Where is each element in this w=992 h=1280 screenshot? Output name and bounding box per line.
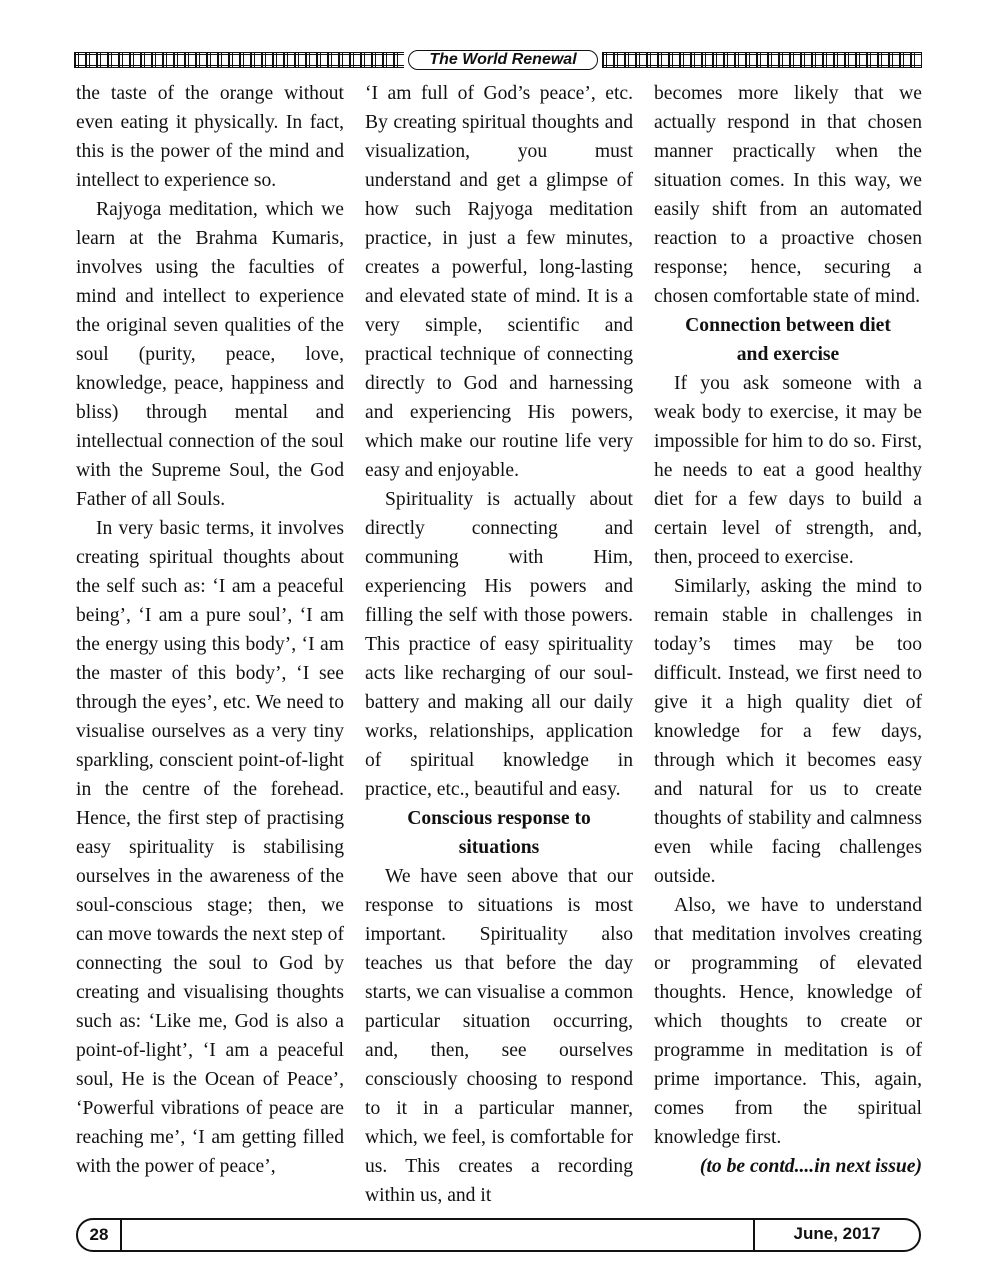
decorative-border-right: [602, 52, 922, 68]
issue-date: June, 2017: [753, 1220, 919, 1250]
decorative-border-left: [74, 52, 404, 68]
paragraph: If you ask someone with a weak body to exercise, it may be impossible for him to do so. First, he needs to eat a good healthy diet for a few days to build a certain level of strength, and, then, proceed to exercise.: [654, 373, 922, 568]
paragraph: Also, we have to understand that meditation involves creating or programming of elevated thoughts. Hence, knowledge of which thoughts to create or programme in meditation is of prime importance. This, again, comes from the spiritual knowledge first.: [654, 895, 922, 1148]
paragraph: becomes more likely that we actually respond in that chosen manner practically when the situation comes. In this way, we easily shift from an automated reaction to a proactive chosen response; hence, securing a chosen comfortable state of mind.: [654, 83, 922, 307]
section-heading-line-2: situations: [458, 837, 540, 858]
paragraph: We have seen above that our response to situations is most important. Spirituality also teaches us that before the day starts, we can visualise a common particular situation occurring, and, then, see ourselves consciously choosing to respond to it in a particular manner, which, we feel, is comfortable for us. This creates a recording within us, and it: [365, 866, 633, 1206]
page-number: 28: [78, 1220, 122, 1250]
page-footer: [76, 1218, 921, 1252]
section-heading: [365, 804, 633, 862]
continued-note: (to be contd....in next issue): [699, 1156, 922, 1177]
paragraph: the taste of the orange without even eating it physically. In fact, this is the power of the mind and intellect to experience so.: [76, 83, 344, 191]
section-heading-line-2: and exercise: [736, 344, 840, 365]
section-heading-line-1: Connection between diet: [685, 315, 891, 336]
paragraph: Similarly, asking the mind to remain stable in challenges in today’s times may be too difficult. Instead, we first need to give it a high quality diet of knowledge for a few days, through which it becomes easy and natural for us to create thoughts of stability and calmness even while facing challenges outside.: [654, 576, 922, 887]
column-3: [654, 79, 922, 1181]
magazine-title: The World Renewal: [408, 50, 598, 70]
section-heading: [654, 311, 922, 369]
paragraph: Spirituality is actually about directly connecting and communing with Him, experiencing His powers and filling the self with those powers. This practice of easy spirituality acts like recharging of our soul-battery and making all our daily works, relationships, application of spiritual knowledge in practice, etc., beautiful and easy.: [365, 489, 633, 800]
paragraph: In very basic terms, it involves creating spiritual thoughts about the self such as: ‘I am a peaceful being’, ‘I am a pure soul’, ‘I am the energy using this body’, ‘I am the master of this body’, ‘I see through the eyes’, etc. We need to visualise ourselves as a very tiny sparkling, conscient point-of-light in the centre of the forehead. Hence, the first step of practising easy spirituality is stabilising ourselves in the awareness of the soul-conscious stage; then, we can move towards the next step of connecting the soul to God by creating and visualising thoughts such as: ‘Like me, God is also a point-of-light’, ‘I am a peaceful soul, He is the Ocean of Peace’, ‘Powerful vibrations of peace are reaching me’, ‘I am getting filled with the power of peace’,: [76, 518, 344, 1177]
column-2: [365, 79, 633, 1210]
section-heading-line-1: Conscious response to: [407, 808, 591, 829]
page-header: [74, 48, 922, 74]
column-1: [76, 79, 344, 1181]
paragraph: Rajyoga meditation, which we learn at the Brahma Kumaris, involves using the faculties of mind and intellect to experience the original seven qualities of the soul (purity, peace, love, knowledge, peace, happiness and bliss) through mental and intellectual connection of the soul with the Supreme Soul, the God Father of all Souls.: [76, 199, 344, 510]
paragraph: ‘I am full of God’s peace’, etc. By creating spiritual thoughts and visualization, you must understand and get a glimpse of how such Rajyoga meditation practice, in just a few minutes, creates a powerful, long-lasting and elevated state of mind. It is a very simple, scientific and practical technique of connecting directly to God and harnessing and experiencing His powers, which make our routine life very easy and enjoyable.: [365, 83, 633, 481]
